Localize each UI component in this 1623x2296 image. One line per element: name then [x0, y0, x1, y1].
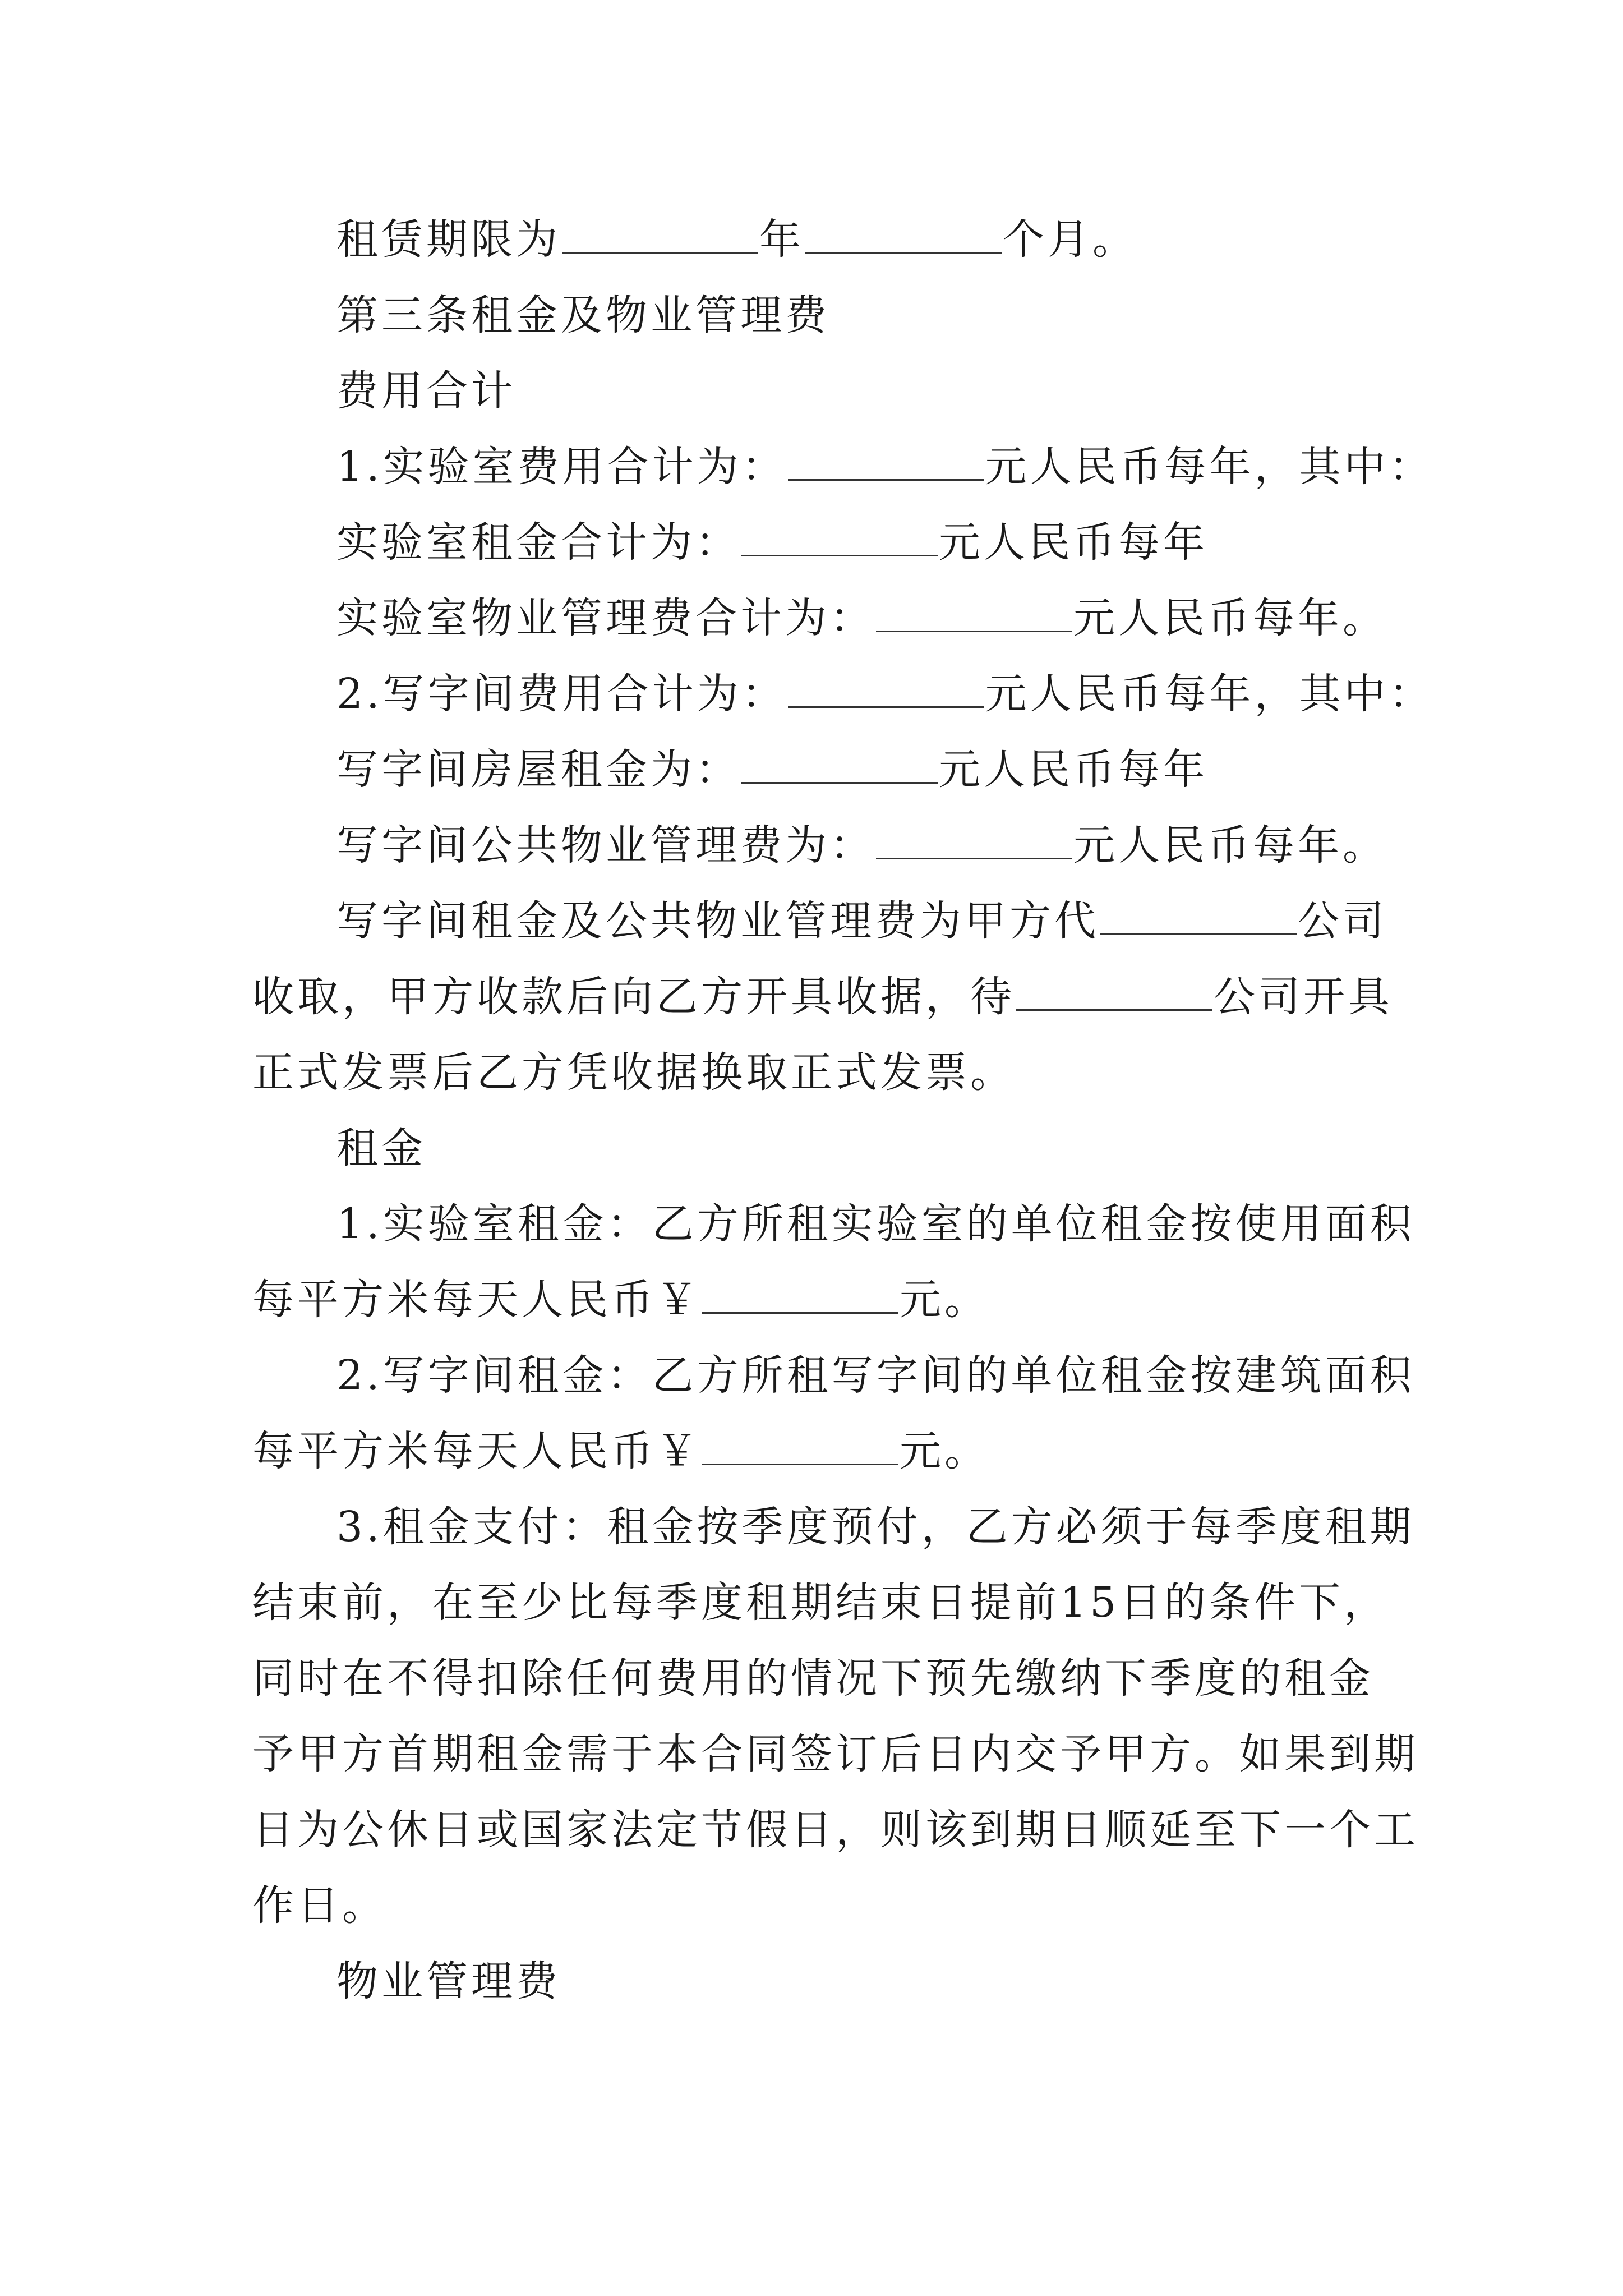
text: 元人民币每年。 — [1073, 594, 1387, 642]
fill-blank — [805, 213, 1002, 254]
text: 1.实验室费用合计为： — [336, 443, 787, 491]
fill-blank — [788, 440, 984, 481]
fill-blank — [702, 1424, 898, 1465]
fill-blank — [562, 213, 758, 254]
text: 元人民币每年，其中： — [985, 670, 1434, 718]
payment-paragraph-line2: 结束前，在至少比每季度租期结束日提前15日的条件下， — [252, 1579, 1389, 1627]
fill-blank — [788, 667, 984, 708]
text: 公司开具 — [1214, 973, 1393, 1021]
section-heading-management-fee: 物业管理费 — [336, 1957, 561, 2005]
collection-paragraph-line3: 正式发票后乙方凭收据换取正式发票。 — [252, 1048, 1015, 1097]
payment-paragraph-line1: 3.租金支付：租金按季度预付，乙方必须于每季度租期 — [336, 1503, 1415, 1551]
text: 元人民币每年 — [939, 518, 1208, 567]
text: 租赁期限为 — [336, 215, 561, 264]
fill-blank — [702, 1273, 898, 1314]
article-heading: 第三条租金及物业管理费 — [336, 291, 830, 339]
fill-blank — [741, 743, 938, 784]
text: 写字间房屋租金为： — [336, 746, 740, 794]
office-rent-paragraph-line2 — [252, 1414, 1396, 1489]
text: 每平方米每天人民币￥ — [252, 1276, 701, 1324]
fill-blank — [741, 516, 938, 556]
text: 公司 — [1298, 897, 1387, 945]
payment-paragraph-line3: 同时在不得扣除任何费用的情况下预先缴纳下季度的租金 — [252, 1654, 1374, 1703]
text: 元人民币每年，其中： — [985, 443, 1434, 491]
text: 年 — [759, 215, 804, 264]
lab-rent-paragraph-line1: 1.实验室租金：乙方所租实验室的单位租金按使用面积 — [336, 1200, 1415, 1248]
fill-blank — [1100, 894, 1297, 935]
collection-paragraph-line1 — [252, 884, 1396, 959]
text: 每平方米每天人民币￥ — [252, 1427, 701, 1475]
text: 元。 — [900, 1276, 989, 1324]
lab-rent-paragraph-line2 — [252, 1262, 1396, 1338]
section-heading-rent: 租金 — [336, 1124, 426, 1172]
fill-blank — [1016, 970, 1212, 1011]
lab-management-fee-line — [252, 581, 1396, 656]
payment-paragraph-line6: 作日。 — [252, 1881, 387, 1930]
payment-paragraph-line4: 予甲方首期租金需于本合同签订后日内交予甲方。如果到期 — [252, 1730, 1419, 1778]
lab-total-line — [252, 429, 1434, 505]
fill-blank — [876, 818, 1072, 859]
text: 写字间公共物业管理费为： — [336, 821, 875, 869]
lease-term-line — [252, 202, 1396, 278]
office-total-line — [252, 656, 1434, 732]
text: 实验室物业管理费合计为： — [336, 594, 875, 642]
office-rent-paragraph-line1: 2.写字间租金：乙方所租写字间的单位租金按建筑面积 — [336, 1351, 1415, 1400]
collection-paragraph-line2 — [252, 959, 1396, 1035]
office-rent-line — [252, 732, 1396, 808]
text: 元人民币每年。 — [1073, 821, 1387, 869]
payment-paragraph-line5: 日为公休日或国家法定节假日，则该到期日顺延至下一个工 — [252, 1806, 1419, 1854]
text: 写字间租金及公共物业管理费为甲方代 — [336, 897, 1099, 945]
text: 元。 — [900, 1427, 989, 1475]
text: 实验室租金合计为： — [336, 518, 740, 567]
document-body — [252, 202, 1434, 2019]
office-management-fee-line — [252, 808, 1396, 884]
fill-blank — [876, 591, 1072, 632]
text: 元人民币每年 — [939, 746, 1208, 794]
text: 收取，甲方收款后向乙方开具收据，待 — [252, 973, 1015, 1021]
text: 个月。 — [1003, 215, 1137, 264]
section-heading-total: 费用合计 — [336, 367, 516, 415]
lab-rent-total-line — [252, 505, 1396, 581]
text: 2.写字间费用合计为： — [336, 670, 787, 718]
